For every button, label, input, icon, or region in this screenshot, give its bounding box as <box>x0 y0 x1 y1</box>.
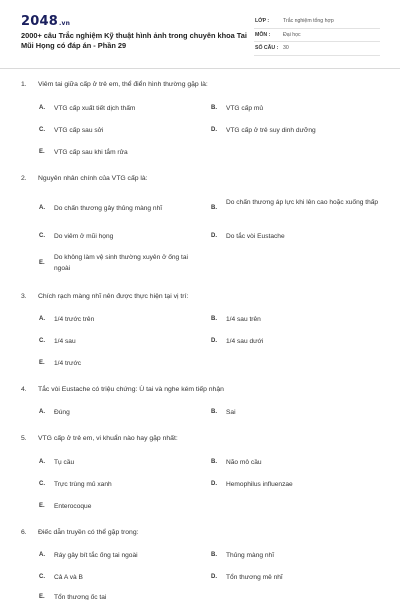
option-text: Thủng màng nhĩ <box>226 552 275 559</box>
option-text: Não mô cầu <box>226 459 262 466</box>
document-meta <box>254 15 380 56</box>
option-text: Cả A và B <box>54 574 83 581</box>
option-letter: B. <box>211 105 217 111</box>
option-letter: D. <box>211 481 217 487</box>
question-number: 5. <box>21 435 27 442</box>
question-text <box>21 435 178 442</box>
option-letter: A. <box>39 552 45 558</box>
question-number: 3. <box>21 293 27 300</box>
meta-row-count <box>254 42 380 56</box>
question-text <box>21 175 148 182</box>
option-text: Hemophilus influenzae <box>226 481 293 488</box>
option-text: Do viêm ở mũi họng <box>54 233 114 240</box>
page-header <box>0 0 400 68</box>
option-text: Do không làm vệ sinh thường xuyên ở ống tai ngoài <box>54 254 189 272</box>
question-number: 4. <box>21 386 27 393</box>
option-text: VTG cấp mủ <box>226 105 264 112</box>
option-text: Tụ cầu <box>54 459 75 466</box>
option-letter: A. <box>39 105 45 111</box>
question-text <box>21 529 139 536</box>
site-logo[interactable] <box>21 14 70 29</box>
option-text: 1/4 trước <box>54 360 82 367</box>
option-text: VTG cấp ở trẻ suy dinh dưỡng <box>226 127 316 134</box>
option-letter: A. <box>39 409 45 415</box>
meta-value: 30 <box>283 45 289 51</box>
option-text: VTG cấp sau khi tắm rửa <box>54 149 128 156</box>
question-number: 6. <box>21 529 27 536</box>
option-letter: C. <box>39 233 45 239</box>
option-text: Sai <box>226 409 236 416</box>
option-letter: C. <box>39 127 45 133</box>
option-text: Do tắc vòi Eustache <box>226 233 285 240</box>
option-letter: C. <box>39 481 45 487</box>
option-letter: C. <box>39 338 45 344</box>
option-text: VTG cấp sau sởi <box>54 127 104 134</box>
option-text: 1/4 sau trên <box>226 316 261 323</box>
option-letter: B. <box>211 459 217 465</box>
option-text: Do chấn thương gây thủng màng nhĩ <box>54 205 163 212</box>
option-letter: D. <box>211 233 217 239</box>
meta-row-class <box>254 15 380 29</box>
question-prompt: VTG cấp ở trẻ em, vi khuẩn nào hay gặp nhất: <box>38 435 178 442</box>
option-letter: E. <box>39 360 45 366</box>
option-letter: D. <box>211 127 217 133</box>
question-prompt: Viêm tai giữa cấp ở trẻ em, thể điển hình thường gặp là: <box>38 81 208 88</box>
option-text: 1/4 trước trên <box>54 316 95 323</box>
option-letter: B. <box>211 552 217 558</box>
question-prompt: Nguyên nhân chính của VTG cấp là: <box>38 175 148 182</box>
option-text: Tổn thương ốc tai <box>54 594 107 600</box>
question-prompt: Tắc vòi Eustache có triệu chứng: Ù tai và nghe kém tiếp nhận <box>38 386 224 393</box>
option-letter: E. <box>39 503 45 509</box>
option-text: Đúng <box>54 409 70 416</box>
question-prompt: Chích rạch màng nhĩ nên được thực hiện tại vị trí: <box>38 293 189 300</box>
option-text: Do chấn thương áp lực khi lên cao hoặc xuống thấp <box>226 199 379 206</box>
option-text: VTG cấp xuất tiết dịch thấm <box>54 105 136 112</box>
meta-row-subject <box>254 29 380 43</box>
document-title: 2000+ câu Trắc nghiệm Kỹ thuật hình ảnh trong chuyên khoa Tai Mũi Họng có đáp án - Phần 29 <box>21 31 247 50</box>
option-letter: A. <box>39 316 45 322</box>
option-letter: A. <box>39 205 45 211</box>
option-letter: D. <box>211 338 217 344</box>
option-text: 1/4 sau dưới <box>226 338 264 345</box>
question-text <box>21 386 224 393</box>
option-letter: E. <box>39 594 45 600</box>
option-letter: B. <box>211 205 217 211</box>
option-text: Ráy gây bít tắc ống tai ngoài <box>54 552 138 559</box>
meta-label: MÔN : <box>255 31 271 38</box>
logo-text: 2048 <box>21 14 58 29</box>
option-letter: C. <box>39 574 45 580</box>
option-letter: B. <box>211 409 217 415</box>
option-text: Tổn thương mê nhĩ <box>226 574 283 581</box>
option-text: 1/4 sau <box>54 338 76 345</box>
header-divider <box>0 68 400 69</box>
question-text <box>21 81 208 88</box>
meta-value: Trắc nghiệm tổng hợp <box>283 18 334 24</box>
logo-tld: .vn <box>58 20 71 27</box>
question-text <box>21 293 188 300</box>
option-letter: E. <box>39 260 45 266</box>
question-number: 1. <box>21 81 27 88</box>
question-prompt: Điếc dẫn truyền có thể gặp trong: <box>38 529 139 536</box>
option-letter: E. <box>39 149 45 155</box>
meta-value: Đại học <box>283 31 301 38</box>
question-number: 2. <box>21 175 27 182</box>
option-letter: B. <box>211 316 217 322</box>
option-letter: A. <box>39 459 45 465</box>
option-letter: D. <box>211 574 217 580</box>
meta-label: SỐ CÂU : <box>255 45 279 51</box>
option-text: Enterocoque <box>54 503 92 510</box>
option-text: Trực trùng mủ xanh <box>54 481 112 488</box>
meta-label: LỚP : <box>255 18 270 24</box>
